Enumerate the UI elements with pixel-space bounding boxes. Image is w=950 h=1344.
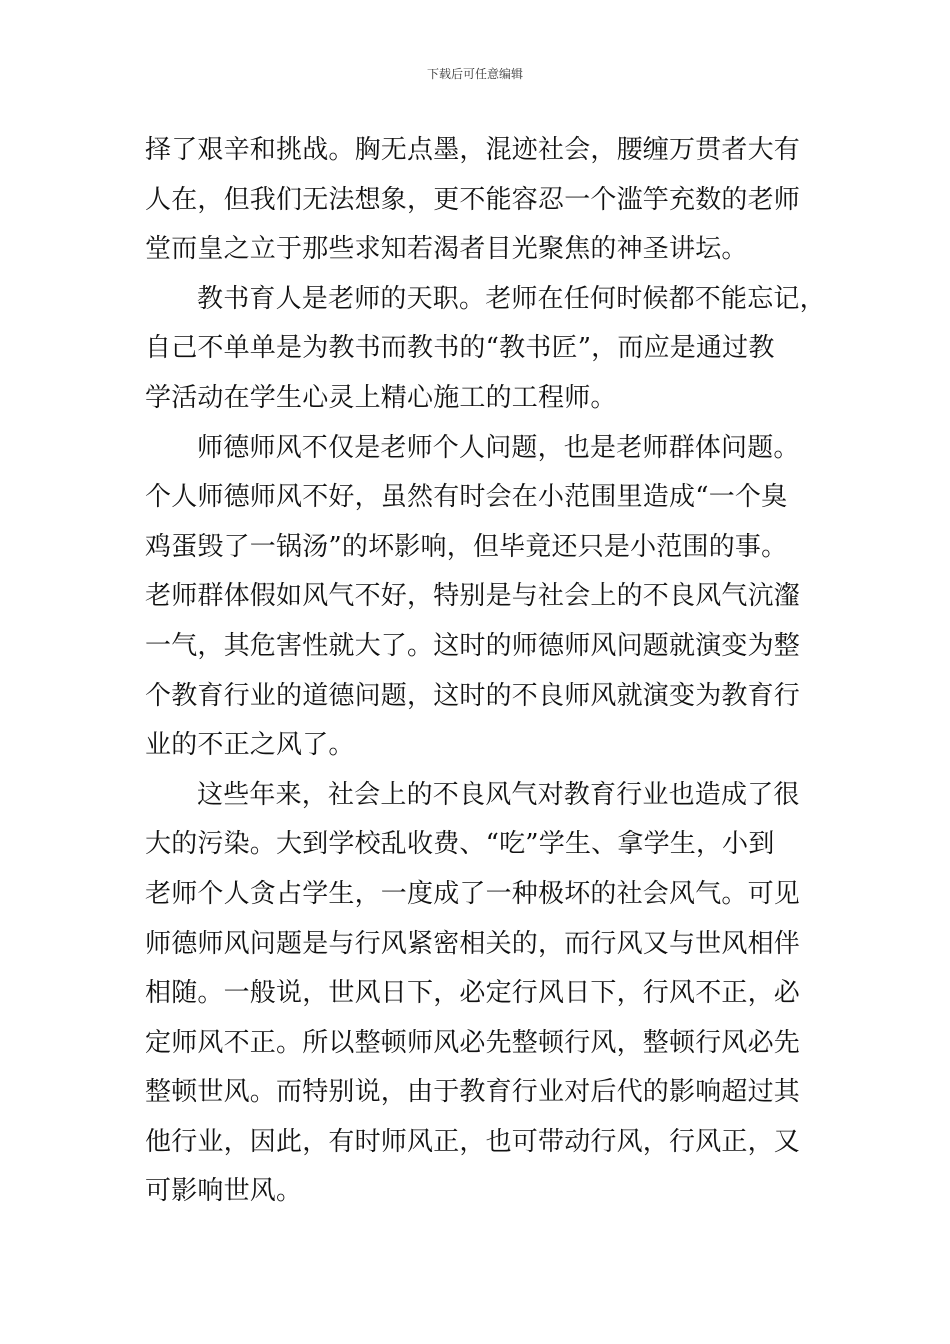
paragraph-line: 师德师风不仅是老师个人问题，也是老师群体问题。 bbox=[197, 432, 800, 463]
paragraph-line: 鸡蛋毁了一锅汤”的坏影响，但毕竟还只是小范围的事。 bbox=[145, 531, 788, 562]
paragraph-line: 师德师风问题是与行风紧密相关的，而行风又与世风相伴 bbox=[145, 928, 801, 959]
paragraph-4 bbox=[145, 771, 810, 1217]
paragraph-line: 相随。一般说，世风日下，必定行风日下，行风不正，必 bbox=[145, 978, 801, 1009]
paragraph-line: 可影响世风。 bbox=[145, 1176, 303, 1207]
paragraph-line: 学活动在学生心灵上精心施工的工程师。 bbox=[145, 382, 617, 413]
paragraph-line: 堂而皇之立于那些求知若渴者目光聚焦的神圣讲坛。 bbox=[145, 234, 748, 265]
paragraph-line: 老师个人贪占学生，一度成了一种极坏的社会风气。可见 bbox=[145, 878, 801, 909]
paragraph-line: 自己不单单是为教书而教书的“教书匠”，而应是通过教 bbox=[145, 333, 775, 364]
paragraph-line: 他行业，因此，有时师风正，也可带动行风，行风正，又 bbox=[145, 1126, 801, 1157]
paragraph-line: 定师风不正。所以整顿师风必先整顿行风，整顿行风必先 bbox=[145, 1027, 801, 1058]
paragraph-2 bbox=[145, 275, 826, 424]
paragraph-line: 人在，但我们无法想象，更不能容忍一个滥竽充数的老师 bbox=[145, 184, 801, 215]
paragraph-line: 个人师德师风不好，虽然有时会在小范围里造成“一个臭 bbox=[145, 482, 788, 513]
paragraph-line: 大的污染。大到学校乱收费、“吃”学生、拿学生，小到 bbox=[145, 829, 775, 860]
paragraph-line: 择了艰辛和挑战。胸无点墨，混迹社会，腰缠万贯者大有 bbox=[145, 135, 801, 165]
paragraph-line: 老师群体假如风气不好，特别是与社会上的不良风气沆瀣 bbox=[145, 581, 801, 612]
paragraph-line: 这些年来，社会上的不良风气对教育行业也造成了很 bbox=[197, 779, 800, 810]
paragraph-line: 整顿世风。而特别说，由于教育行业对后代的影响超过其 bbox=[145, 1077, 801, 1108]
page-header: 下载后可任意编辑 bbox=[426, 67, 523, 81]
paragraph-line: 一气，其危害性就大了。这时的师德师风问题就演变为整 bbox=[145, 630, 801, 661]
document-body bbox=[145, 126, 826, 1217]
paragraph-line: 教书育人是老师的天职。老师在任何时候都不能忘记， bbox=[197, 283, 826, 314]
paragraph-line: 个教育行业的道德问题，这时的不良师风就演变为教育行 bbox=[145, 680, 801, 711]
paragraph-3 bbox=[145, 424, 810, 771]
paragraph-1 bbox=[145, 126, 810, 275]
paragraph-line: 业的不正之风了。 bbox=[145, 730, 355, 761]
